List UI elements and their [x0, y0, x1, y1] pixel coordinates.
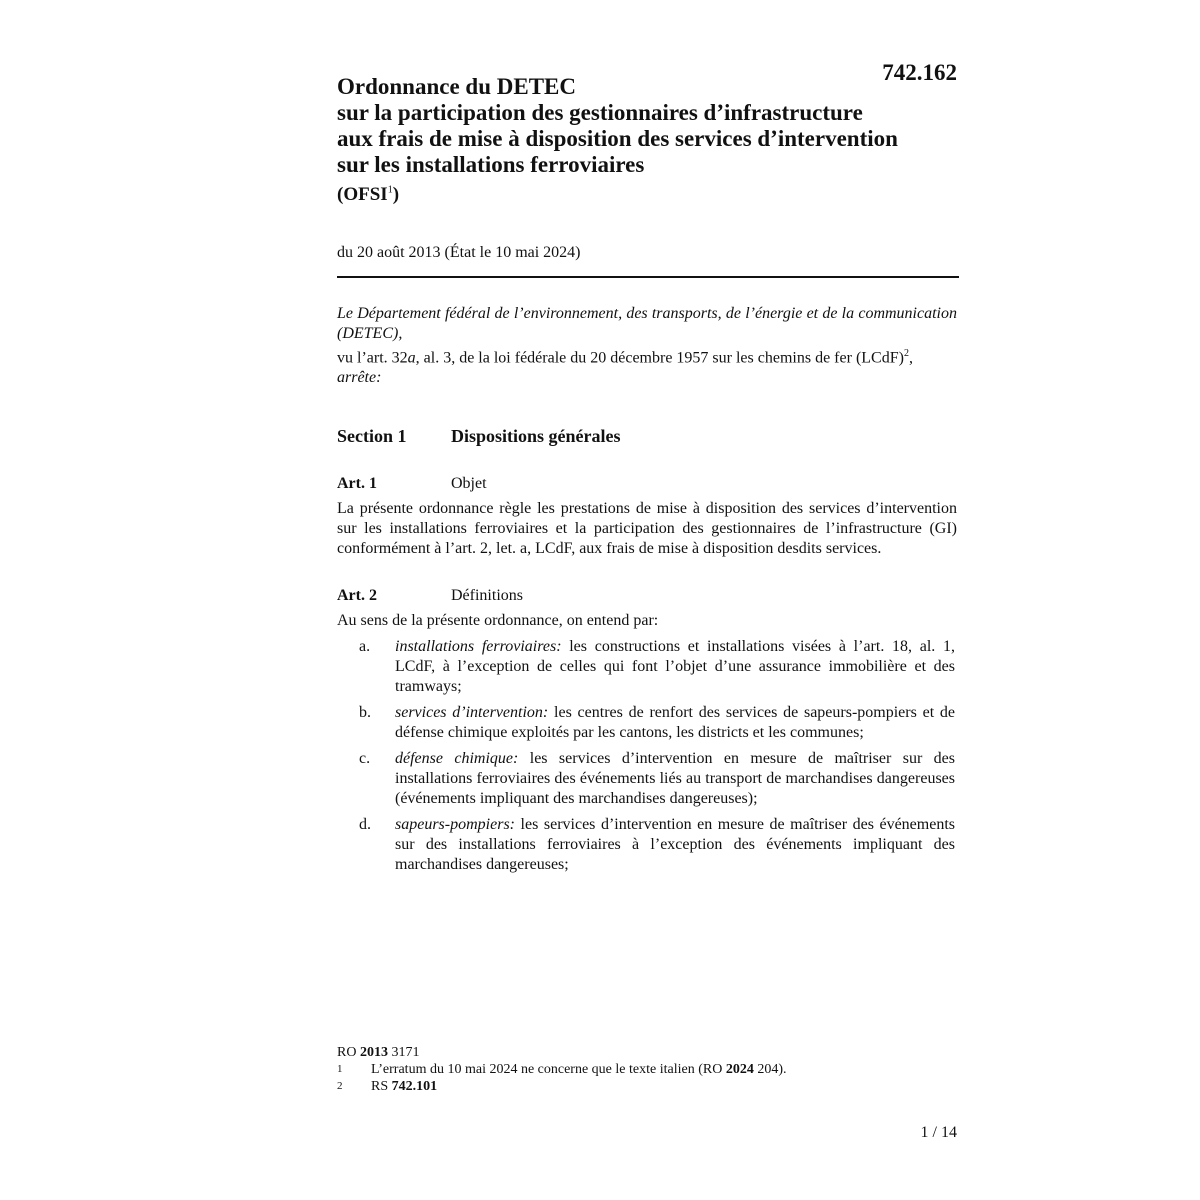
footnote-text — [371, 1078, 437, 1095]
article-heading — [337, 475, 957, 493]
definition-term: défense chimique: — [395, 750, 519, 768]
footnote — [337, 1061, 957, 1078]
definition-body: les services d’intervention en mesure de maîtriser des événements sur des installations ferroviaires à l’exception des événements impliquant des marchandises dangereuses; — [395, 816, 955, 874]
preamble-basis — [337, 344, 957, 368]
article-title: Objet — [451, 475, 487, 493]
definition-item — [337, 749, 957, 809]
definition-body: les services d’intervention en mesure de maîtriser sur des installations ferroviaires des événements liés au transport de marchandises dangereuses (événements impliquant des marchandises dangereuses); — [395, 750, 956, 808]
short-title-text: (OFSI — [337, 184, 388, 205]
footnote-number: 1 — [337, 1063, 343, 1075]
title-line: aux frais de mise à disposition des services d’intervention — [337, 126, 898, 151]
footnote-bold: 742.101 — [391, 1079, 438, 1094]
definition-term: sapeurs-pompiers: — [395, 816, 515, 834]
preamble-decree: arrête: — [337, 369, 382, 387]
article-text: La présente ordonnance règle les prestations de mise à disposition des services d’intervention sur les installations ferroviaires et la participation des gestionnaires de l’infrastructure (GI) conformément à l’art. 2, let. a, LCdF, aux frais de mise à disposition desdits services. — [337, 500, 957, 558]
page-number: 1 / 14 — [920, 1124, 957, 1141]
ro-reference — [337, 1045, 957, 1061]
definition-item — [337, 637, 957, 697]
footnote-part: L’erratum du 10 mai 2024 ne concerne que le texte italien (RO — [371, 1062, 726, 1077]
section-number: Section 1 — [337, 426, 407, 447]
basis-text: vu l’art. 32 — [337, 349, 408, 367]
footnote — [337, 1078, 957, 1095]
sr-number: 742.162 — [882, 60, 957, 85]
short-title — [337, 184, 957, 206]
article-number: Art. 2 — [337, 587, 377, 605]
definition-item — [337, 815, 957, 875]
definition-body: les centres de renfort des services de sapeurs-pompiers et de défense chimique exploités par les cantons, les districts et les communes; — [395, 704, 956, 742]
footnote-ref-2[interactable]: 2 — [903, 348, 909, 359]
document-title — [337, 74, 957, 178]
definition-text — [395, 815, 955, 875]
definition-text — [395, 637, 955, 697]
ro-prefix: RO — [337, 1045, 360, 1060]
definition-letter: a. — [359, 638, 371, 656]
title-divider — [337, 276, 959, 278]
definition-item — [337, 703, 957, 743]
document-date: du 20 août 2013 (État le 10 mai 2024) — [337, 244, 581, 261]
definition-term: services d’intervention: — [395, 704, 549, 722]
basis-text: , al. 3, de la loi fédérale du 20 décembre 1957 sur les chemins de fer (LCdF) — [415, 349, 904, 367]
short-title-close: ) — [392, 184, 400, 205]
definition-term: installations ferroviaires: — [395, 638, 562, 656]
ro-year: 2013 — [359, 1045, 388, 1060]
document-page — [337, 60, 957, 875]
title-line: sur la participation des gestionnaires d’infrastructure — [337, 100, 863, 125]
section-heading — [337, 426, 957, 447]
article-heading — [337, 587, 957, 605]
footnote-text — [371, 1061, 786, 1078]
definition-body: les constructions et installations visées à l’art. 18, al. 1, LCdF, à l’exception de celles qui font l’objet d’une assurance immobilière et des tramways; — [395, 638, 956, 696]
definition-text — [395, 703, 955, 743]
footnotes — [337, 1045, 957, 1095]
definition-letter: d. — [359, 816, 371, 834]
article-title: Définitions — [451, 587, 523, 605]
basis-italic: a — [407, 349, 416, 367]
footnote-part: RS — [371, 1079, 392, 1094]
article-number: Art. 1 — [337, 475, 377, 493]
title-line: Ordonnance du DETEC — [337, 74, 577, 99]
footnote-number: 2 — [337, 1080, 343, 1092]
ro-page: 3171 — [387, 1045, 420, 1060]
definition-letter: c. — [359, 750, 371, 768]
article-intro: Au sens de la présente ordonnance, on entend par: — [337, 612, 659, 630]
preamble-authority: Le Département fédéral de l’environnement, des transports, de l’énergie et de la communication (DETEC), — [337, 305, 957, 342]
footnote-bold: 2024 — [725, 1062, 754, 1077]
definition-text — [395, 749, 955, 809]
basis-end: , — [908, 349, 913, 367]
footnote-part: 204). — [753, 1062, 787, 1077]
definition-letter: b. — [359, 704, 371, 722]
footnote-ref-1[interactable]: 1 — [387, 184, 393, 196]
section-title: Dispositions générales — [451, 426, 621, 447]
title-line: sur les installations ferroviaires — [337, 152, 645, 177]
preamble — [337, 304, 957, 388]
